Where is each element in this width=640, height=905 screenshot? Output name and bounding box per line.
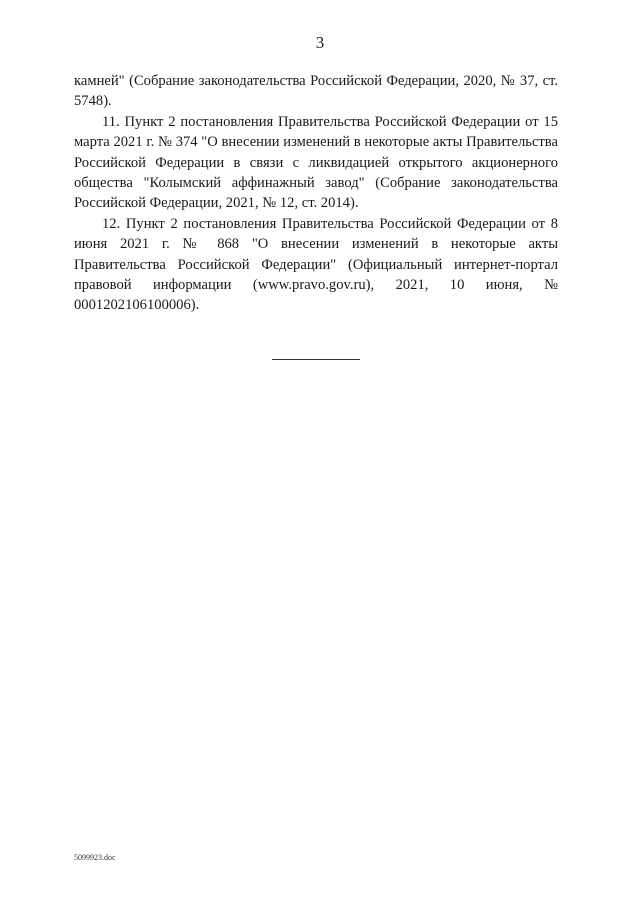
end-of-list-separator [272,359,360,360]
paragraph-continuation: камней" (Собрание законодательства Российской Федерации, 2020, № 37, ст. 5748). [74,73,558,110]
page-number: 3 [315,33,325,52]
document-body [74,71,558,316]
paragraph-item-12: 12. Пункт 2 постановления Правительства Российской Федерации от 8 июня 2021 г. № 868 "О внесении изменений в некоторые акты Правительства Российской Федерации" (Официальный интернет-портал правовой информации (www.pravo.gov.ru), 2021, 10 июня, № 0001202106100006). [74,215,558,314]
paragraph-item-11: 11. Пункт 2 постановления Правительства Российской Федерации от 15 марта 2021 г. № 374 "О внесении изменений в некоторые акты Правительства Российской Федерации в связи с ликвидацией открытого акционерного общества "Колымский аффинажный завод" (Собрание законодательства Российской Федерации, 2021, № 12, ст. 2014). [74,113,558,212]
file-reference: 5099923.doc [74,853,116,862]
